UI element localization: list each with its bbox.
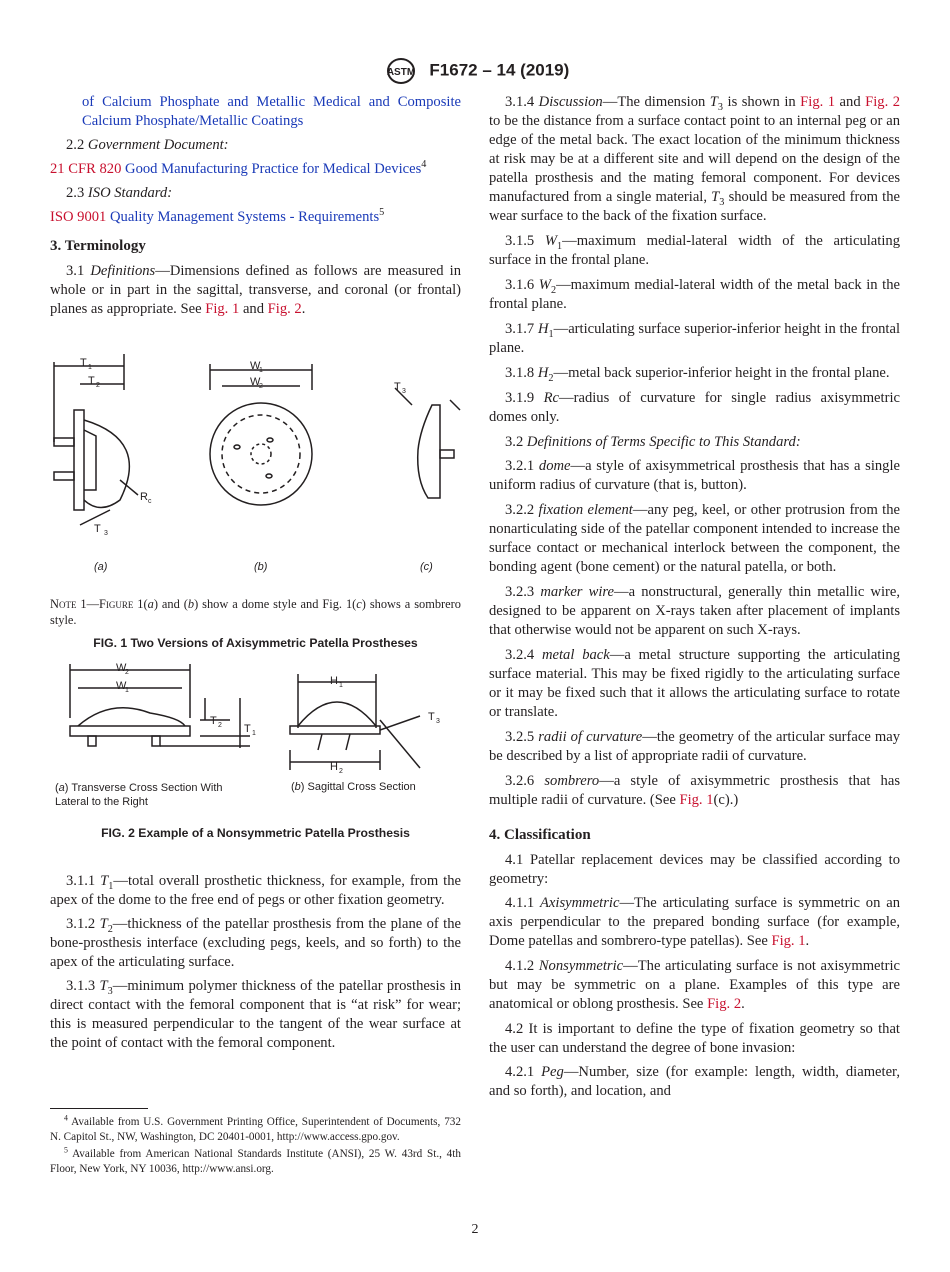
footnote-4: $^4$ Available from U.S. Government Printing Office, Superintendent of Documents, 732 N. Capitol St., NW, Washington, DC 20401-0001, http://www.access.gpo.gov. — [50, 1113, 461, 1143]
fig1-link[interactable]: Fig. 1 — [205, 301, 240, 317]
svg-text:3: 3 — [104, 530, 108, 537]
section-3-2: 3.2 Definitions of Terms Specific to This Standard: — [505, 434, 801, 450]
svg-text:(b): (b) — [254, 561, 268, 573]
cfr-reference: 21 CFR 820 Good Manufacturing Practice for Medical Devices$^4$ — [50, 159, 427, 177]
figure-1-note: Note 1—Figure 1(a) and (b) show a dome style and Fig. 1(c) shows a sombrero style. — [50, 597, 462, 627]
fig2-link[interactable]: Fig. 2 — [865, 94, 901, 110]
fig1b-dome-top-view — [210, 360, 312, 505]
reference-continuation — [50, 93, 461, 131]
section-3-1-8: 3.1.8 $H_2—metal$ back superior-inferior height in the frontal plane. — [505, 365, 890, 384]
svg-text:1: 1 — [339, 682, 343, 689]
cfr-code-link[interactable]: 21 CFR 820 — [50, 161, 122, 177]
section-3-heading: 3. Terminology — [50, 238, 146, 254]
section-4-1-2: 4.1.2 Nonsymmetric—The articulating surface is not axisymmetric but may be symmetric on a plane. Examples of this type are anatomical or oblong prosthesis. See Fig. 2. — [489, 958, 900, 1012]
fig1-link[interactable]: Fig. 1 — [679, 792, 714, 808]
svg-text:1: 1 — [252, 730, 256, 737]
svg-text:W: W — [250, 376, 261, 388]
left-column-lower — [50, 872, 461, 1058]
section-4-2-1: 4.2.1 Peg—Number, size (for example: length, width, diameter, and so forth), and location, and — [489, 1064, 900, 1099]
right-column — [489, 93, 900, 1106]
section-3-1-3: 3.1.3 $T_3—minimum$ polymer thickness of the patellar prosthesis in direct contact with the femoral component that is “at risk” for wear; this is measured perpendicular to the tangent of the wear surface at the point of contact with the femoral component. — [50, 978, 461, 1051]
svg-text:2: 2 — [259, 383, 263, 390]
section-3-1-1: 3.1.1 $T_1—total$ overall prosthetic thickness, for example, from the apex of the dome to the free end of pegs or other fixation geometry. — [50, 873, 461, 908]
section-3-1: 3.1 Definitions—Dimensions defined as follows are measured in whole or in part in the sagittal, transverse, and coronal (or frontal) planes as appropriate. See Fig. 1 and Fig. 2. — [50, 263, 461, 317]
reference-link[interactable]: of Calcium Phosphate and Metallic Medical and Composite Calcium Phosphate/Metallic Coatings — [82, 94, 461, 129]
section-2-3: 2.3 ISO Standard: — [66, 185, 173, 201]
section-3-2-2: 3.2.2 fixation element—any peg, keel, or other protrusion from the nonarticulating side of the patellar component intended to increase the surface contact or mechanical interlock between the component, the bonding agent (bone cement) or the natural patella, or both. — [489, 502, 900, 575]
svg-text:W: W — [116, 662, 127, 674]
svg-text:(c): (c) — [420, 561, 433, 573]
svg-text:2: 2 — [125, 669, 129, 676]
fig2a-transverse-section — [70, 662, 256, 748]
svg-text:T: T — [428, 711, 435, 723]
section-3-2-4: 3.2.4 metal back—a metal structure supporting the articulating surface material. This may be fixed rigidly to the articulating surface or it may be fixed such that it allows the articulating surface to rotate or translate. — [489, 647, 901, 720]
figure-1-drawing — [50, 350, 470, 585]
figure-1-captions — [50, 588, 461, 653]
section-3-1-2: 3.1.2 $T_2—thickness$ of the patellar prosthesis from the plane of the bone-prosthesis interface (excluding pegs, keels, and so forth) to the apex of the articulating surface. — [50, 916, 461, 970]
svg-text:T: T — [210, 715, 217, 727]
svg-text:3: 3 — [402, 388, 406, 395]
fig2-link[interactable]: Fig. 2 — [267, 301, 302, 317]
svg-text:T: T — [88, 375, 95, 387]
iso-reference: ISO 9001 Quality Management Systems - Requirements$^5$ — [50, 207, 385, 225]
cfr-title-link[interactable]: Good Manufacturing Practice for Medical Devices — [125, 161, 422, 177]
svg-text:c: c — [148, 498, 152, 505]
section-3-1-4: 3.1.4 Discussion—The dimension $T_3$ is shown in Fig. 1 and Fig. 2 to be the distance from a surface contact point to an internal peg or an edge of the metal back. The exact location of the minimum thickness at risk may be at a different site and will depend on the design of the patella prosthesis and the mating femoral component. For devices manufactured from a single material, $T_3$ should be measured from the wear surface to the back of the fixation surface. — [489, 94, 901, 224]
section-4-2: 4.2 It is important to define the type of fixation geometry so that the user can understand the degree of bone invasion: — [489, 1021, 900, 1056]
fig1-link[interactable]: Fig. 1 — [771, 933, 806, 949]
svg-text:R: R — [140, 491, 148, 503]
footnote-5: $^5$ Available from American National Standards Institute (ANSI), 25 W. 43rd St., 4th Floor, New York, NY 10036, http://www.ansi.org. — [50, 1145, 461, 1175]
page-number: 2 — [471, 1222, 479, 1237]
figure-2-drawing — [50, 658, 470, 773]
fig2b-sagittal-section — [290, 674, 440, 773]
section-3-2-6: 3.2.6 sombrero—a style of axisymmetric prosthesis that has multiple radii of curvature. (See Fig. 1(c).) — [489, 773, 901, 808]
figure-2a-subcaption: (a) Transverse Cross Section With Lateral to the Right — [55, 782, 223, 808]
svg-text:ASTM: ASTM — [386, 67, 415, 78]
svg-text:1: 1 — [88, 364, 92, 371]
svg-text:H: H — [330, 761, 338, 773]
iso-title-link[interactable]: Quality Management Systems - Requirements — [110, 209, 380, 225]
svg-text:W: W — [250, 360, 261, 372]
section-3-1-6: 3.1.6 $W_2—maximum$ medial-lateral width of the metal back in the frontal plane. — [489, 277, 900, 312]
svg-text:T: T — [244, 723, 251, 735]
svg-text:T: T — [80, 357, 87, 369]
svg-text:2: 2 — [339, 768, 343, 773]
svg-text:(a): (a) — [94, 561, 108, 573]
figure-1-caption: FIG. 1 Two Versions of Axisymmetric Patella Prostheses — [93, 636, 418, 650]
section-4-heading: 4. Classification — [489, 827, 591, 843]
footnotes — [50, 1108, 461, 1179]
svg-text:2: 2 — [218, 722, 222, 729]
section-4-1-1: 4.1.1 Axisymmetric—The articulating surface is symmetric on an axis perpendicular to the prepared bonding surface (for example, Dome patellas and sombrero-type patellas). See Fig. 1. — [489, 895, 900, 949]
section-4-1: 4.1 Patellar replacement devices may be classified according to geometry: — [489, 852, 900, 887]
svg-text:3: 3 — [436, 718, 440, 725]
fig1c-sombrero-side-view — [394, 381, 460, 498]
fig1-link[interactable]: Fig. 1 — [800, 94, 836, 110]
section-3-2-1: 3.2.1 dome—a style of axisymmetrical prosthesis that has a single uniform radius of curvature (that is, button). — [489, 458, 900, 493]
figure-2-caption-wrap — [50, 820, 461, 843]
section-2-2: 2.2 Government Document: — [66, 137, 229, 153]
svg-text:1: 1 — [259, 367, 263, 374]
svg-text:W: W — [116, 680, 127, 692]
figure-2-caption: FIG. 2 Example of a Nonsymmetric Patella Prosthesis — [101, 826, 410, 840]
fig2-link[interactable]: Fig. 2 — [707, 996, 742, 1012]
document-designation: F1672 – 14 (2019) — [429, 60, 570, 80]
page-header — [0, 58, 950, 84]
section-3-2-3: 3.2.3 marker wire—a nonstructural, generally thin metallic wire, designed to be apparent on X-rays taken after placement of implants that otherwise would not be apparent on such X-rays. — [489, 584, 901, 638]
section-3-1-5: 3.1.5 $W_1—maximum$ medial-lateral width of the articulating surface in the frontal plane. — [489, 233, 900, 268]
astm-logo-icon — [381, 58, 421, 84]
fig1a-dome-side-view — [54, 354, 152, 537]
section-3-2-5: 3.2.5 radii of curvature—the geometry of the articular surface may be described by a list of appropriate radii of curvature. — [489, 729, 901, 764]
svg-text:H: H — [330, 675, 338, 687]
svg-text:T: T — [94, 523, 101, 535]
svg-text:2: 2 — [96, 382, 100, 389]
svg-text:1: 1 — [125, 687, 129, 694]
footnote-rule — [50, 1108, 148, 1109]
svg-text:T: T — [394, 381, 401, 393]
figure-2b-subcaption: (b) Sagittal Cross Section — [291, 781, 416, 793]
section-3-1-7: 3.1.7 $H_1—articulating$ surface superior-inferior height in the frontal plane. — [489, 321, 901, 356]
iso-code-link[interactable]: ISO 9001 — [50, 209, 107, 225]
section-3-1-9: 3.1.9 Rc—radius of curvature for single radius axisymmetric domes only. — [489, 390, 900, 425]
left-column — [50, 93, 461, 324]
